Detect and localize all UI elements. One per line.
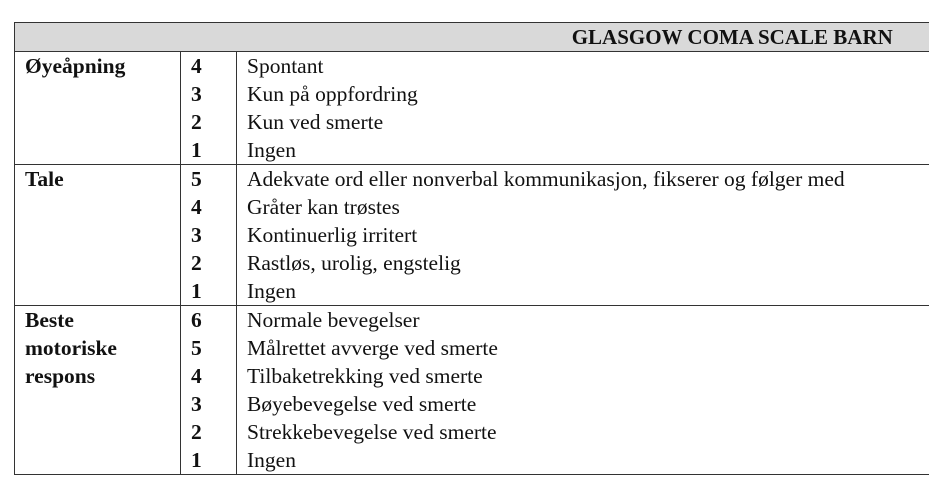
response-description: Målrettet avverge ved smerte: [247, 336, 498, 360]
response-description: Rastløs, urolig, engstelig: [247, 251, 461, 275]
score-value: 2: [181, 108, 237, 136]
score-value: 5: [181, 334, 237, 362]
score-value: 3: [181, 80, 237, 108]
category-label: [15, 165, 181, 306]
response-description: Kontinuerlig irritert: [247, 223, 418, 247]
score-value: 1: [181, 277, 237, 306]
score-value: 6: [181, 306, 237, 335]
score-value: 4: [181, 193, 237, 221]
table-title: GLASGOW COMA SCALE BARN: [15, 23, 929, 52]
score-value: 3: [181, 221, 237, 249]
score-value: 4: [181, 52, 237, 81]
response-description: Spontant: [247, 54, 324, 78]
response-description: Ingen: [237, 277, 929, 306]
score-value: 5: [181, 165, 237, 194]
gcs-table: [14, 22, 929, 475]
score-value: 1: [181, 136, 237, 165]
response-description: Normale bevegelser: [247, 308, 420, 332]
score-value: 2: [181, 418, 237, 446]
category-label-line: motoriske: [25, 336, 117, 360]
response-description: Ingen: [237, 446, 929, 475]
table-row: [15, 52, 929, 81]
title-row: [15, 23, 929, 52]
table-row: [15, 165, 929, 194]
response-description: Kun på oppfordring: [247, 82, 418, 106]
category-label-line: Tale: [25, 167, 64, 191]
response-description: Ingen: [237, 136, 929, 165]
response-description: Tilbaketrekking ved smerte: [247, 364, 483, 388]
category-label: [15, 306, 181, 475]
response-description: Strekkebevegelse ved smerte: [247, 420, 497, 444]
gcs-table-body: [15, 23, 929, 475]
response-description: Bøyebevegelse ved smerte: [247, 392, 477, 416]
response-description: Adekvate ord eller nonverbal kommunikasjon, fikserer og følger med: [247, 167, 845, 191]
score-value: 1: [181, 446, 237, 475]
score-value: 4: [181, 362, 237, 390]
score-value: 2: [181, 249, 237, 277]
category-label: [15, 52, 181, 165]
table-row: [15, 306, 929, 335]
response-description: Gråter kan trøstes: [247, 195, 400, 219]
category-label-line: Beste: [25, 308, 74, 332]
score-value: 3: [181, 390, 237, 418]
category-label-line: respons: [25, 364, 96, 388]
category-label-line: Øyeåpning: [25, 54, 126, 78]
response-description: Kun ved smerte: [247, 110, 384, 134]
